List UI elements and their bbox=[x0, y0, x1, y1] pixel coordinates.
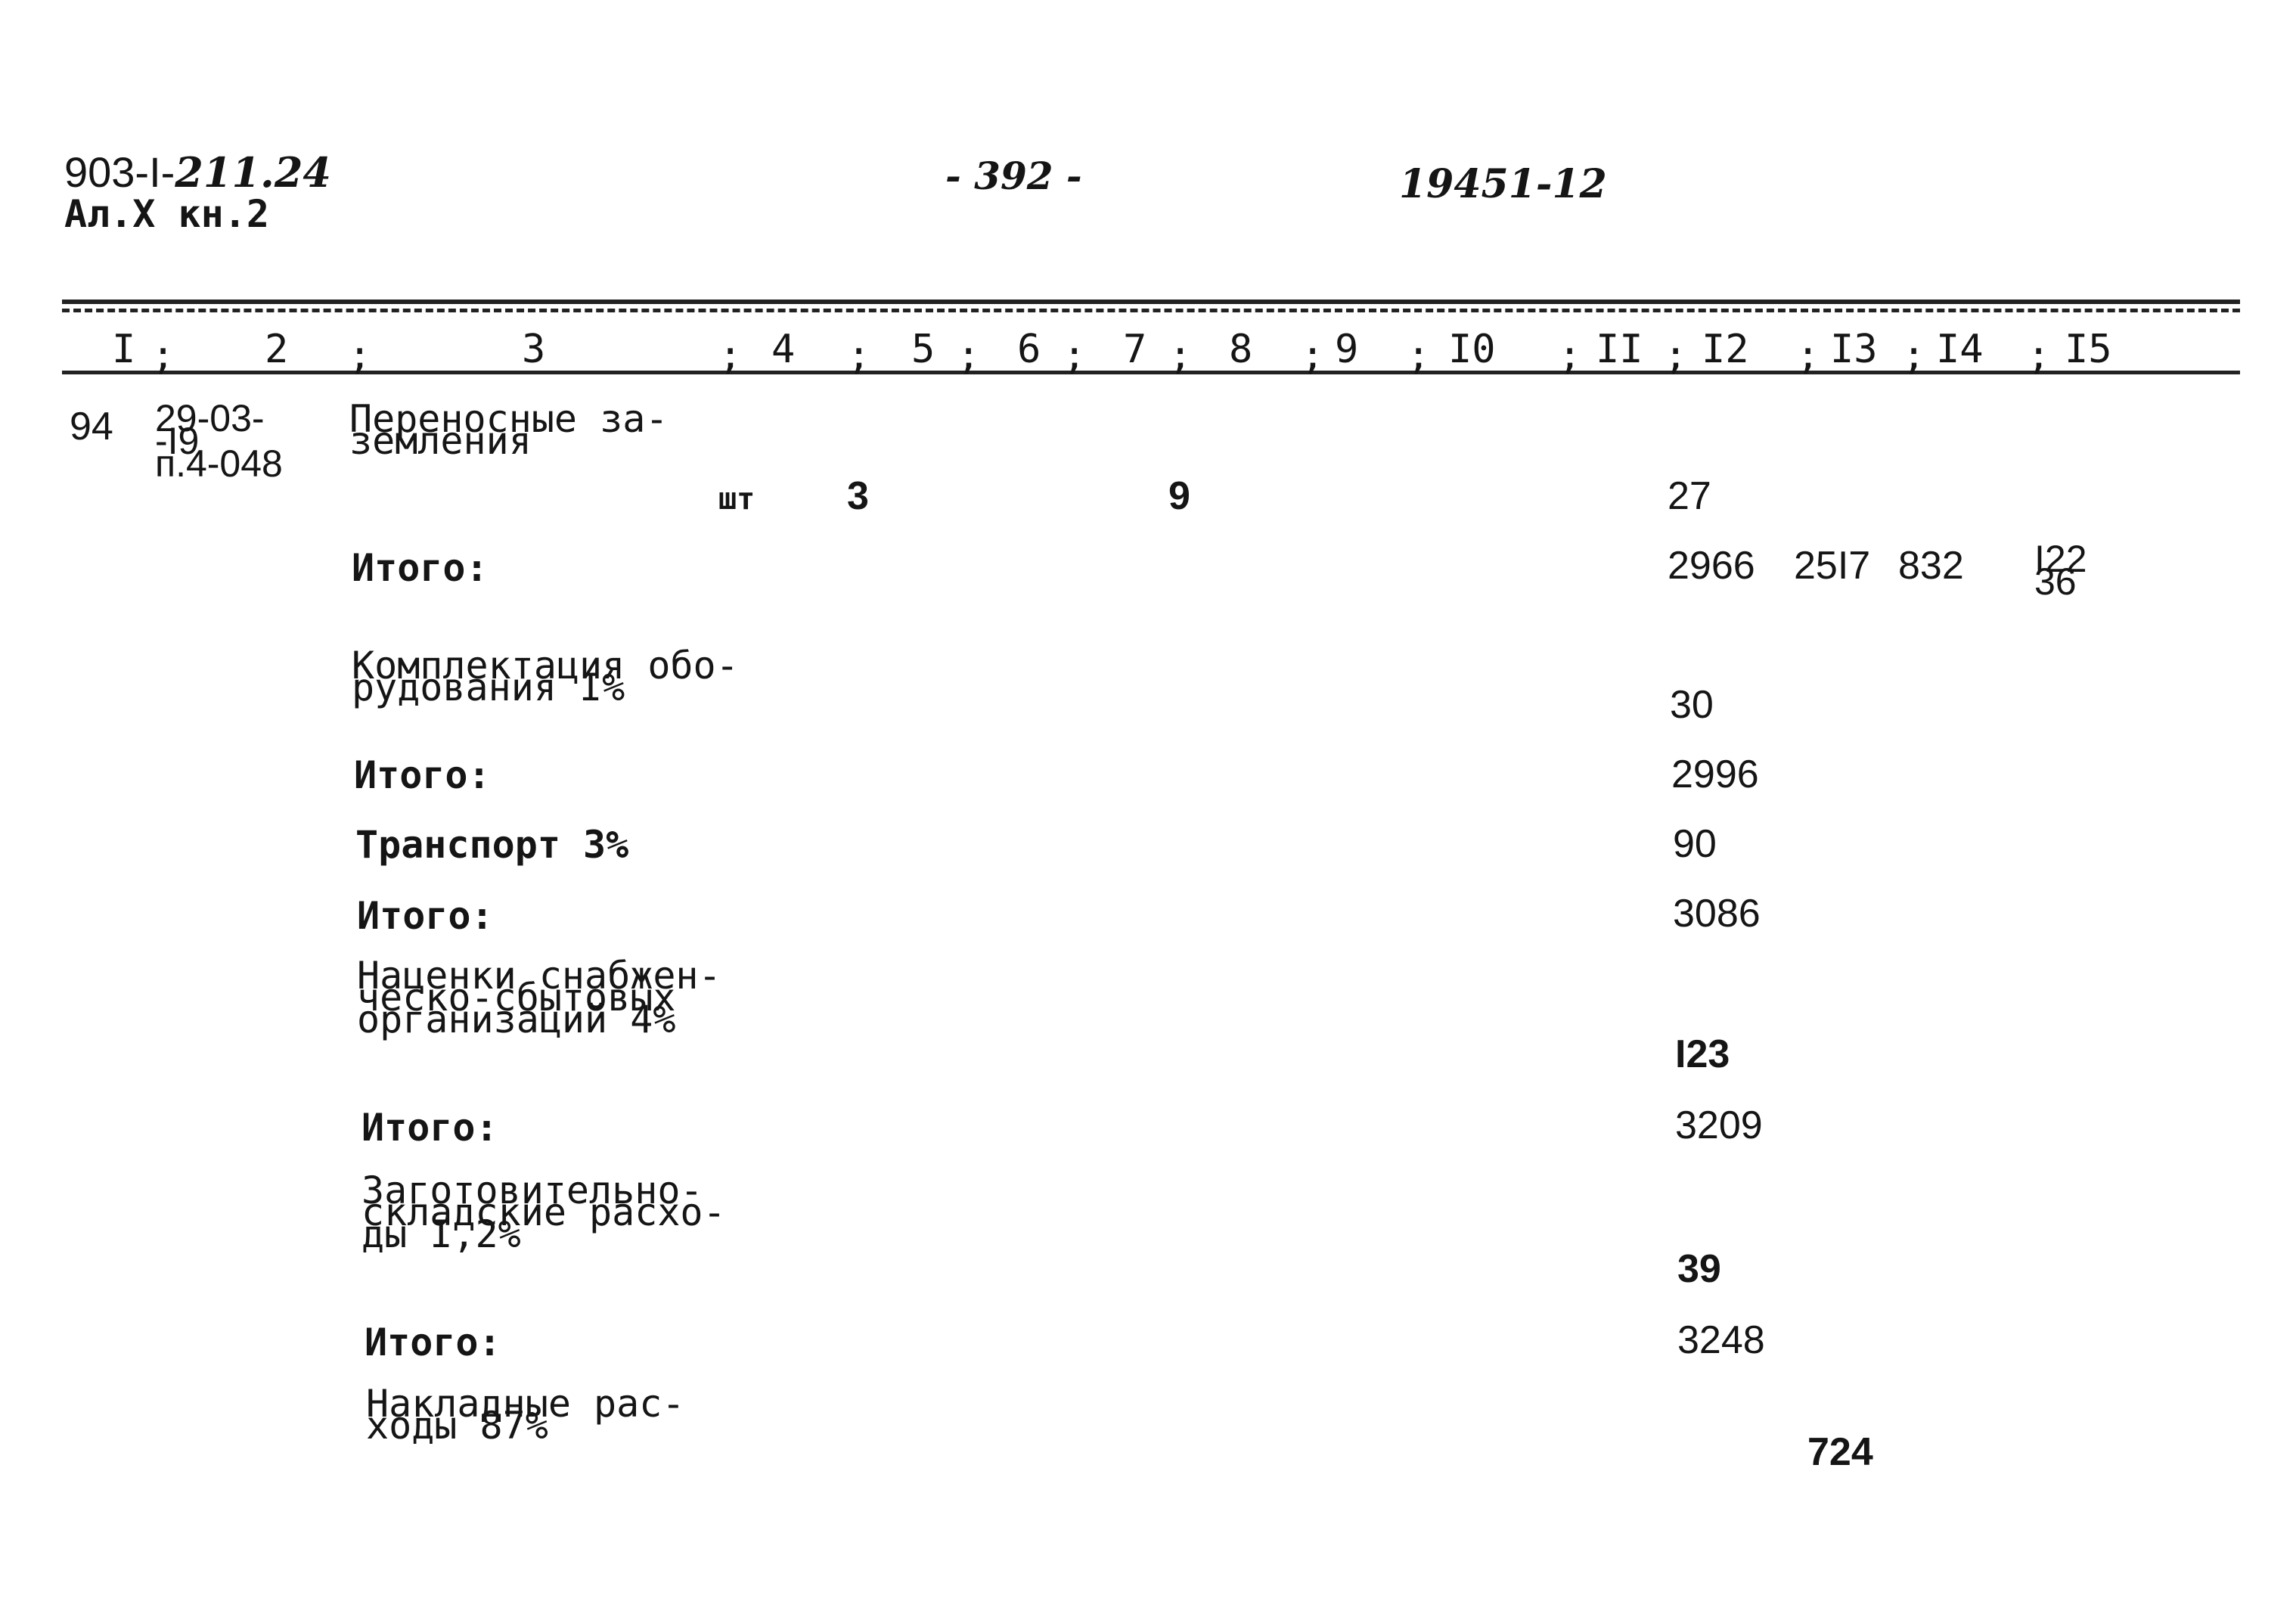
itogo-c12: 3086 bbox=[1673, 892, 1761, 936]
row-number: 94 bbox=[70, 405, 113, 448]
itogo-c12: 2966 bbox=[1668, 544, 1755, 588]
col-separator: ; bbox=[1558, 333, 1582, 378]
col-header-6: 6 bbox=[1017, 327, 1041, 372]
doc-code-prefix: 903-I- bbox=[64, 148, 175, 196]
row-unit: шт bbox=[718, 482, 756, 517]
itogo-c12: 3248 bbox=[1677, 1318, 1765, 1362]
album-label: Ал.Х кн.2 bbox=[64, 192, 269, 236]
col-header-11: II bbox=[1596, 327, 1643, 372]
row-price: 9 bbox=[1168, 474, 1190, 518]
transport-label: Транспорт 3% bbox=[355, 823, 629, 867]
zagotov-c12: 39 bbox=[1677, 1247, 1721, 1291]
col-separator: ; bbox=[1407, 333, 1431, 378]
col-header-12: I2 bbox=[1702, 327, 1749, 372]
itogo-c13: 25I7 bbox=[1794, 544, 1871, 588]
col-header-14: I4 bbox=[1936, 327, 1984, 372]
col-separator: ; bbox=[847, 333, 871, 378]
transport-c12: 90 bbox=[1673, 822, 1717, 866]
itogo-c14: 832 bbox=[1898, 544, 1964, 588]
top-rule bbox=[62, 300, 2240, 304]
col-separator: ; bbox=[1796, 333, 1820, 378]
col-separator: ; bbox=[2027, 333, 2051, 378]
col-header-7: 7 bbox=[1123, 327, 1147, 372]
col-header-8: 8 bbox=[1229, 327, 1253, 372]
row-total: 27 bbox=[1668, 474, 1711, 518]
col-header-1: I bbox=[112, 327, 136, 372]
natsenki-label: Наценки снабжен- ческо-сбытовых организаций 4% bbox=[357, 954, 721, 1041]
col-separator: ; bbox=[718, 333, 743, 378]
doc-code bbox=[64, 148, 331, 197]
itogo-c12: 3209 bbox=[1675, 1103, 1763, 1147]
row-qty: 3 bbox=[847, 474, 869, 518]
col-separator: ; bbox=[1664, 333, 1688, 378]
row-code: 29-03- -I9 п.4-048 bbox=[155, 397, 283, 485]
nakladnye-c13: 724 bbox=[1807, 1430, 1873, 1474]
komplekt-c12: 30 bbox=[1670, 683, 1714, 727]
nakladnye-label: Накладные рас- ходы 87% bbox=[366, 1382, 685, 1448]
col-header-5: 5 bbox=[911, 327, 935, 372]
col-header-2: 2 bbox=[265, 327, 289, 372]
row-name: Переносные за- земления bbox=[349, 397, 669, 463]
col-header-15: I5 bbox=[2065, 327, 2112, 372]
col-separator: ; bbox=[957, 333, 981, 378]
komplekt-label: Комплектация обо- рудования I% bbox=[352, 644, 739, 709]
col-header-4: 4 bbox=[771, 327, 796, 372]
itogo-label: Итого: bbox=[361, 1106, 498, 1150]
col-header-3: 3 bbox=[522, 327, 546, 372]
doc-code-handwritten: 211.24 bbox=[175, 148, 331, 197]
itogo-label: Итого: bbox=[357, 894, 494, 938]
col-separator: ; bbox=[151, 333, 175, 378]
col-header-10: I0 bbox=[1448, 327, 1496, 372]
doc-ref: 19451-12 bbox=[1399, 161, 1607, 207]
col-separator: ; bbox=[1063, 333, 1087, 378]
col-header-13: I3 bbox=[1830, 327, 1878, 372]
itogo-label: Итого: bbox=[352, 546, 489, 590]
itogo-c15: I22 36 bbox=[2034, 538, 2087, 603]
zagotov-label: Заготовительно- складские расхо- ды I,2% bbox=[361, 1169, 726, 1256]
itogo-label: Итого: bbox=[365, 1321, 501, 1364]
itogo-label: Итого: bbox=[354, 753, 491, 797]
col-separator: ; bbox=[1902, 333, 1926, 378]
col-header-9: 9 bbox=[1335, 327, 1359, 372]
page-number: - 392 - bbox=[945, 154, 1082, 198]
col-separator: ; bbox=[1301, 333, 1325, 378]
natsenki-c12: I23 bbox=[1675, 1032, 1730, 1076]
top-rule-dash bbox=[62, 309, 2240, 312]
itogo-c12: 2996 bbox=[1671, 753, 1759, 796]
col-separator: ; bbox=[348, 333, 372, 378]
col-separator: ; bbox=[1168, 333, 1193, 378]
